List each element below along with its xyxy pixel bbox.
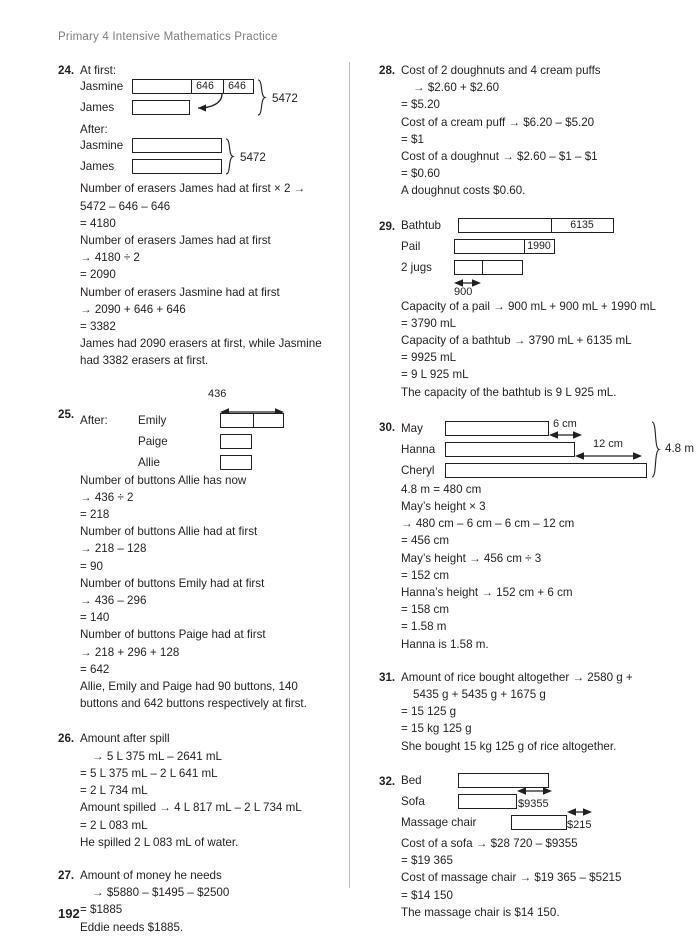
bar-sofa [458, 794, 517, 809]
bar-segment [482, 261, 524, 274]
bar-segment [253, 414, 285, 427]
answer-line: = $0.60 [401, 167, 441, 181]
answer-line: = $5.20 [401, 98, 441, 112]
answer-line: At first: [80, 64, 117, 77]
answer-line: = 9 L 925 mL [401, 368, 469, 382]
bar-model-24-after [80, 138, 338, 180]
answer-line: A doughnut costs $0.60. [401, 184, 526, 198]
answer-line: Number of erasers James had at first [80, 234, 271, 248]
bar-hanna [445, 442, 575, 457]
bar-row-label-james: James [80, 160, 115, 174]
bar-value-bathtub: 6135 [570, 218, 594, 231]
answer-line: = 15 125 g [401, 705, 457, 719]
answer-line: Capacity of a bathtub → 3790 mL + 6135 mL [401, 334, 632, 348]
answer-line: 5435 g + 5435 g + 1675 g [413, 688, 546, 702]
question-number: 24. [58, 64, 75, 77]
answer-line: Allie, Emily and Paige had 90 buttons, 140 [80, 680, 298, 694]
bar-paige [220, 434, 252, 449]
answer-line: The capacity of the bathtub is 9 L 925 mL. [401, 385, 617, 399]
bar-row-label-jasmine: Jasmine [80, 80, 124, 94]
bar-row-label-emily: Emily [138, 413, 167, 427]
dimension-label-436: 436 [208, 387, 227, 400]
answer-line: = 2 L 734 mL [80, 784, 148, 798]
bar-may [445, 421, 549, 436]
running-head: Primary 4 Intensive Mathematics Practice [58, 31, 278, 43]
bar-model-24-at-first [80, 79, 338, 121]
answer-line: = 140 [80, 611, 110, 625]
bar-cheryl [445, 463, 647, 478]
answer-line: James had 2090 erasers at first, while Jasmine [80, 337, 322, 351]
answer-line: Number of buttons Emily had at first [80, 576, 265, 590]
dimension-arrow-icon-12cm [575, 450, 649, 462]
answer-line: → 218 – 128 [80, 542, 147, 556]
answer-line: = 2090 [80, 268, 116, 282]
answer-line: Number of erasers Jasmine had at first [80, 285, 280, 299]
answer-line: = 15 kg 125 g [401, 722, 472, 736]
question-27 [58, 867, 338, 936]
answer-line: = 3790 mL [401, 316, 457, 330]
answer-line: Cost of 2 doughnuts and 4 cream puffs [401, 64, 601, 77]
dimension-arrow-icon-215 [567, 806, 599, 818]
question-29 [379, 218, 659, 401]
answer-line: Amount spilled → 4 L 817 mL – 2 L 734 mL [80, 801, 302, 815]
answer-line: = $14 150 [401, 888, 453, 902]
answer-line: Amount of money he needs [80, 868, 222, 882]
answer-line: Number of buttons Paige had at first [80, 628, 266, 642]
answer-line: → 436 ÷ 2 [80, 490, 134, 504]
answer-line: 5472 – 646 – 646 [80, 199, 171, 213]
answer-line: = 1.58 m [401, 620, 447, 634]
bar-model-25-dimension [80, 387, 338, 406]
dimension-label-9355: $9355 [518, 797, 549, 810]
answer-line: = 456 cm [401, 534, 450, 548]
answer-line: → 5 L 375 mL – 2641 mL [92, 749, 222, 763]
brace-icon [224, 138, 238, 176]
answer-line: had 3382 erasers at first. [80, 354, 209, 368]
answer-line: Hanna’s height → 152 cm + 6 cm [401, 586, 573, 600]
answer-line: Number of buttons Allie has now [80, 473, 247, 487]
answer-line: = 4180 [80, 216, 116, 230]
question-number: 29. [379, 219, 396, 233]
answer-line: = $1 [401, 132, 424, 146]
bar-model-32 [401, 773, 659, 835]
answer-line: → $5880 – $1495 – $2500 [92, 886, 230, 900]
brace-icon [256, 79, 270, 117]
answer-line: buttons and 642 buttons respectively at first. [80, 697, 307, 711]
dimension-label-900: 900 [454, 285, 473, 298]
bar-row-label-sofa: Sofa [401, 794, 425, 808]
answer-line: = 158 cm [401, 603, 450, 617]
answer-line: = 3382 [80, 320, 116, 334]
answer-line: Amount after spill [80, 732, 170, 746]
question-24 [58, 62, 338, 370]
bar-row-label-pail: Pail [401, 239, 421, 253]
bar-row-label-james: James [80, 101, 115, 115]
answer-line: = 5 L 375 mL – 2 L 641 mL [80, 766, 218, 780]
left-column [58, 62, 338, 950]
answer-line: Amount of rice bought altogether → 2580 g + [401, 670, 633, 684]
question-number: 28. [379, 64, 396, 77]
answer-line: Cost of a cream puff → $6.20 – $5.20 [401, 115, 595, 129]
answer-line: May’s height → 456 cm ÷ 3 [401, 551, 542, 565]
answer-line: = 218 [80, 508, 110, 522]
bar-jugs [454, 260, 523, 275]
answer-line: After: [80, 123, 108, 137]
bar-row-label-bathtub: Bathtub [401, 218, 441, 232]
answer-line: Number of erasers James had at first × 2 → [80, 182, 306, 196]
bar-model-29 [401, 218, 659, 298]
answer-line: → 218 + 296 + 128 [80, 645, 180, 659]
question-number: 32. [379, 774, 396, 788]
bar-row-label-paige: Paige [138, 434, 168, 448]
question-32 [379, 773, 659, 921]
question-28 [379, 62, 659, 200]
answer-line: She bought 15 kg 125 g of rice altogether. [401, 739, 617, 753]
question-number: 30. [379, 420, 396, 434]
bar-row-label-hanna: Hanna [401, 442, 436, 456]
bar-value-pail: 1990 [527, 239, 551, 252]
bar-row-label-massage-chair: Massage chair [401, 815, 477, 829]
answer-line: → $2.60 + $2.60 [413, 81, 500, 95]
right-column [379, 62, 694, 935]
answer-line: 4.8 m = 480 cm [401, 482, 482, 496]
answer-line: = $19 365 [401, 854, 453, 868]
answer-line: → 2090 + 646 + 646 [80, 302, 186, 316]
column-divider [349, 62, 350, 888]
answer-line: = 2 L 083 mL [80, 818, 148, 832]
bar-row-label-cheryl: Cheryl [401, 463, 435, 477]
answer-line: Cost of massage chair → $19 365 – $5215 [401, 871, 622, 885]
bar-row-label-jasmine: Jasmine [80, 139, 124, 153]
brace-total-label: 5472 [272, 92, 298, 106]
question-30 [379, 417, 694, 653]
question-number: 25. [58, 407, 75, 421]
brace-icon [650, 421, 664, 479]
brace-total-label: 4.8 m [665, 441, 694, 455]
dimension-arrow-icon-9355 [517, 785, 559, 797]
answer-line: Eddie needs $1885. [80, 920, 184, 934]
bar-model-30 [401, 417, 694, 481]
question-31 [379, 669, 659, 755]
dimension-label-12cm: 12 cm [593, 437, 623, 450]
bar-row-label-may: May [401, 421, 423, 435]
answer-line: → 480 cm – 6 cm – 6 cm – 12 cm [401, 517, 575, 531]
question-25 [58, 387, 338, 713]
brace-total-label: 5472 [240, 151, 266, 165]
answer-line: = 90 [80, 559, 103, 573]
answer-line: → 4180 ÷ 2 [80, 251, 140, 265]
bar-segment-label-b: 646 [228, 80, 246, 93]
answer-line: Number of buttons Allie had at first [80, 525, 258, 539]
answer-line: = 9925 mL [401, 351, 457, 365]
page-number: 192 [58, 906, 80, 921]
bar-james-after [132, 159, 222, 174]
bar-row-label-allie: Allie [138, 455, 160, 469]
answer-line: Hanna is 1.58 m. [401, 637, 489, 651]
answer-line: Capacity of a pail → 900 mL + 900 mL + 1990 mL [401, 299, 656, 313]
answer-line: → 436 – 296 [80, 594, 147, 608]
dimension-label-215: $215 [567, 818, 592, 831]
bar-segment-label-a: 646 [196, 80, 214, 93]
dimension-label-6cm: 6 cm [553, 417, 577, 430]
bar-jasmine-after [132, 138, 222, 153]
bar-row-label-jugs: 2 jugs [401, 260, 432, 274]
answer-line: Cost of a doughnut → $2.60 – $1 – $1 [401, 150, 598, 164]
question-26 [58, 730, 338, 850]
answer-line: May’s height × 3 [401, 500, 486, 514]
answer-line: = $1885 [80, 903, 123, 917]
question-number: 27. [58, 868, 75, 882]
bar-massage-chair [511, 815, 567, 830]
bar-model-25 [80, 406, 338, 472]
question-number: 31. [379, 670, 396, 684]
bar-row-label-bed: Bed [401, 773, 422, 787]
question-number: 26. [58, 732, 75, 746]
bar-emily [220, 413, 284, 428]
bar-prefix-after: After: [80, 413, 108, 427]
answer-line: = 642 [80, 662, 110, 676]
answer-line: = 152 cm [401, 568, 450, 582]
answer-line: Cost of a sofa → $28 720 – $9355 [401, 836, 578, 850]
answer-line: He spilled 2 L 083 mL of water. [80, 835, 239, 849]
answer-line: The massage chair is $14 150. [401, 905, 560, 919]
bar-allie [220, 455, 252, 470]
